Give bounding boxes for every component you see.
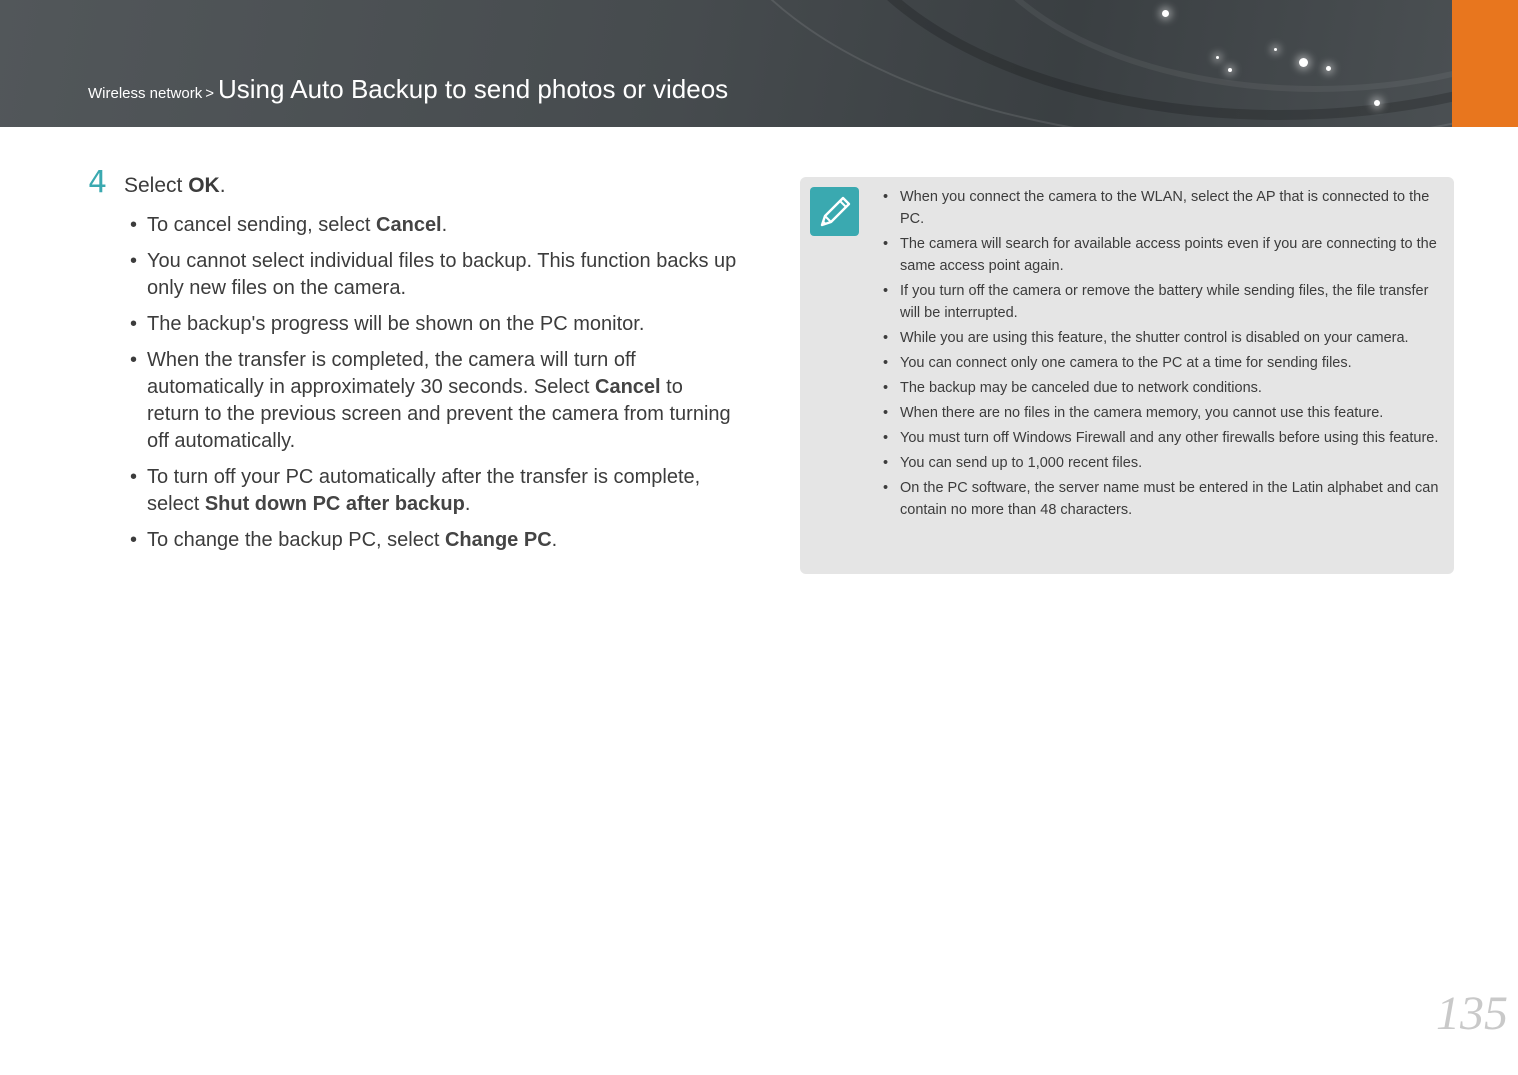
list-item: • To change the backup PC, select Change PC. bbox=[130, 527, 740, 554]
list-item: • The backup may be canceled due to network conditions. bbox=[883, 377, 1443, 399]
bullet-icon: • bbox=[883, 330, 889, 346]
list-item: • The camera will search for available access points even if you are connecting to the same access point again. bbox=[883, 233, 1443, 277]
breadcrumb-parent[interactable]: Wireless network bbox=[88, 85, 203, 102]
list-item: • The backup's progress will be shown on the PC monitor. bbox=[130, 311, 740, 338]
step-details-list bbox=[130, 212, 740, 563]
pencil-note-icon bbox=[810, 187, 859, 236]
list-item: • If you turn off the camera or remove the battery while sending files, the file transfer will be interrupted. bbox=[883, 280, 1443, 324]
sparkle-icon bbox=[1274, 48, 1277, 51]
bullet-icon: • bbox=[883, 430, 889, 446]
sparkle-icon bbox=[1326, 66, 1331, 71]
bullet-icon: • bbox=[883, 189, 889, 205]
bullet-icon: • bbox=[130, 466, 138, 488]
breadcrumb bbox=[88, 74, 728, 105]
list-item: • You can connect only one camera to the PC at a time for sending files. bbox=[883, 352, 1443, 374]
bullet-icon: • bbox=[883, 480, 889, 496]
bullet-icon: • bbox=[883, 236, 889, 252]
list-item: • When you connect the camera to the WLAN, select the AP that is connected to the PC. bbox=[883, 186, 1443, 230]
bullet-icon: • bbox=[130, 313, 138, 335]
bullet-icon: • bbox=[883, 455, 889, 471]
sparkle-icon bbox=[1299, 58, 1308, 67]
sparkle-icon bbox=[1216, 56, 1219, 59]
step-suffix: . bbox=[219, 174, 226, 197]
sparkle-icon bbox=[1374, 100, 1380, 106]
list-item: • To turn off your PC automatically after the transfer is complete, select Shut down PC after backup. bbox=[130, 466, 701, 515]
bullet-icon: • bbox=[883, 380, 889, 396]
sparkle-icon bbox=[1162, 10, 1169, 17]
bullet-icon: • bbox=[130, 250, 138, 272]
section-accent-tab bbox=[1452, 0, 1518, 127]
bullet-icon: • bbox=[130, 214, 138, 236]
list-item: • You must turn off Windows Firewall and any other firewalls before using this feature. bbox=[883, 427, 1443, 449]
breadcrumb-separator: > bbox=[205, 85, 214, 102]
list-item: • When the transfer is completed, the camera will turn off automatically in approximately 30 seconds. Select Cancel to return to the previous screen and prevent the camera from turning off automatically. bbox=[130, 349, 731, 452]
step-option: OK bbox=[188, 174, 220, 197]
step-number: 4 bbox=[88, 165, 108, 200]
list-item: • On the PC software, the server name must be entered in the Latin alphabet and can contain no more than 48 characters. bbox=[883, 477, 1443, 521]
page-title: Using Auto Backup to send photos or videos bbox=[217, 74, 729, 104]
bullet-icon: • bbox=[883, 283, 889, 299]
sparkle-icon bbox=[1228, 68, 1232, 72]
bullet-icon: • bbox=[883, 405, 889, 421]
list-item: • When there are no files in the camera memory, you cannot use this feature. bbox=[883, 402, 1443, 424]
step-prefix: Select bbox=[124, 174, 189, 197]
list-item: • You can send up to 1,000 recent files. bbox=[883, 452, 1443, 474]
page-number: 135 bbox=[1436, 987, 1508, 1040]
bullet-icon: • bbox=[130, 349, 138, 371]
page-header bbox=[0, 0, 1518, 127]
note-list bbox=[883, 186, 1443, 524]
bullet-icon: • bbox=[130, 529, 138, 551]
step-instruction bbox=[124, 174, 226, 198]
bullet-icon: • bbox=[883, 355, 889, 371]
list-item: • To cancel sending, select Cancel. bbox=[130, 212, 740, 239]
list-item: • You cannot select individual files to backup. This function backs up only new files on the camera. bbox=[130, 250, 737, 299]
list-item: • While you are using this feature, the shutter control is disabled on your camera. bbox=[883, 327, 1443, 349]
